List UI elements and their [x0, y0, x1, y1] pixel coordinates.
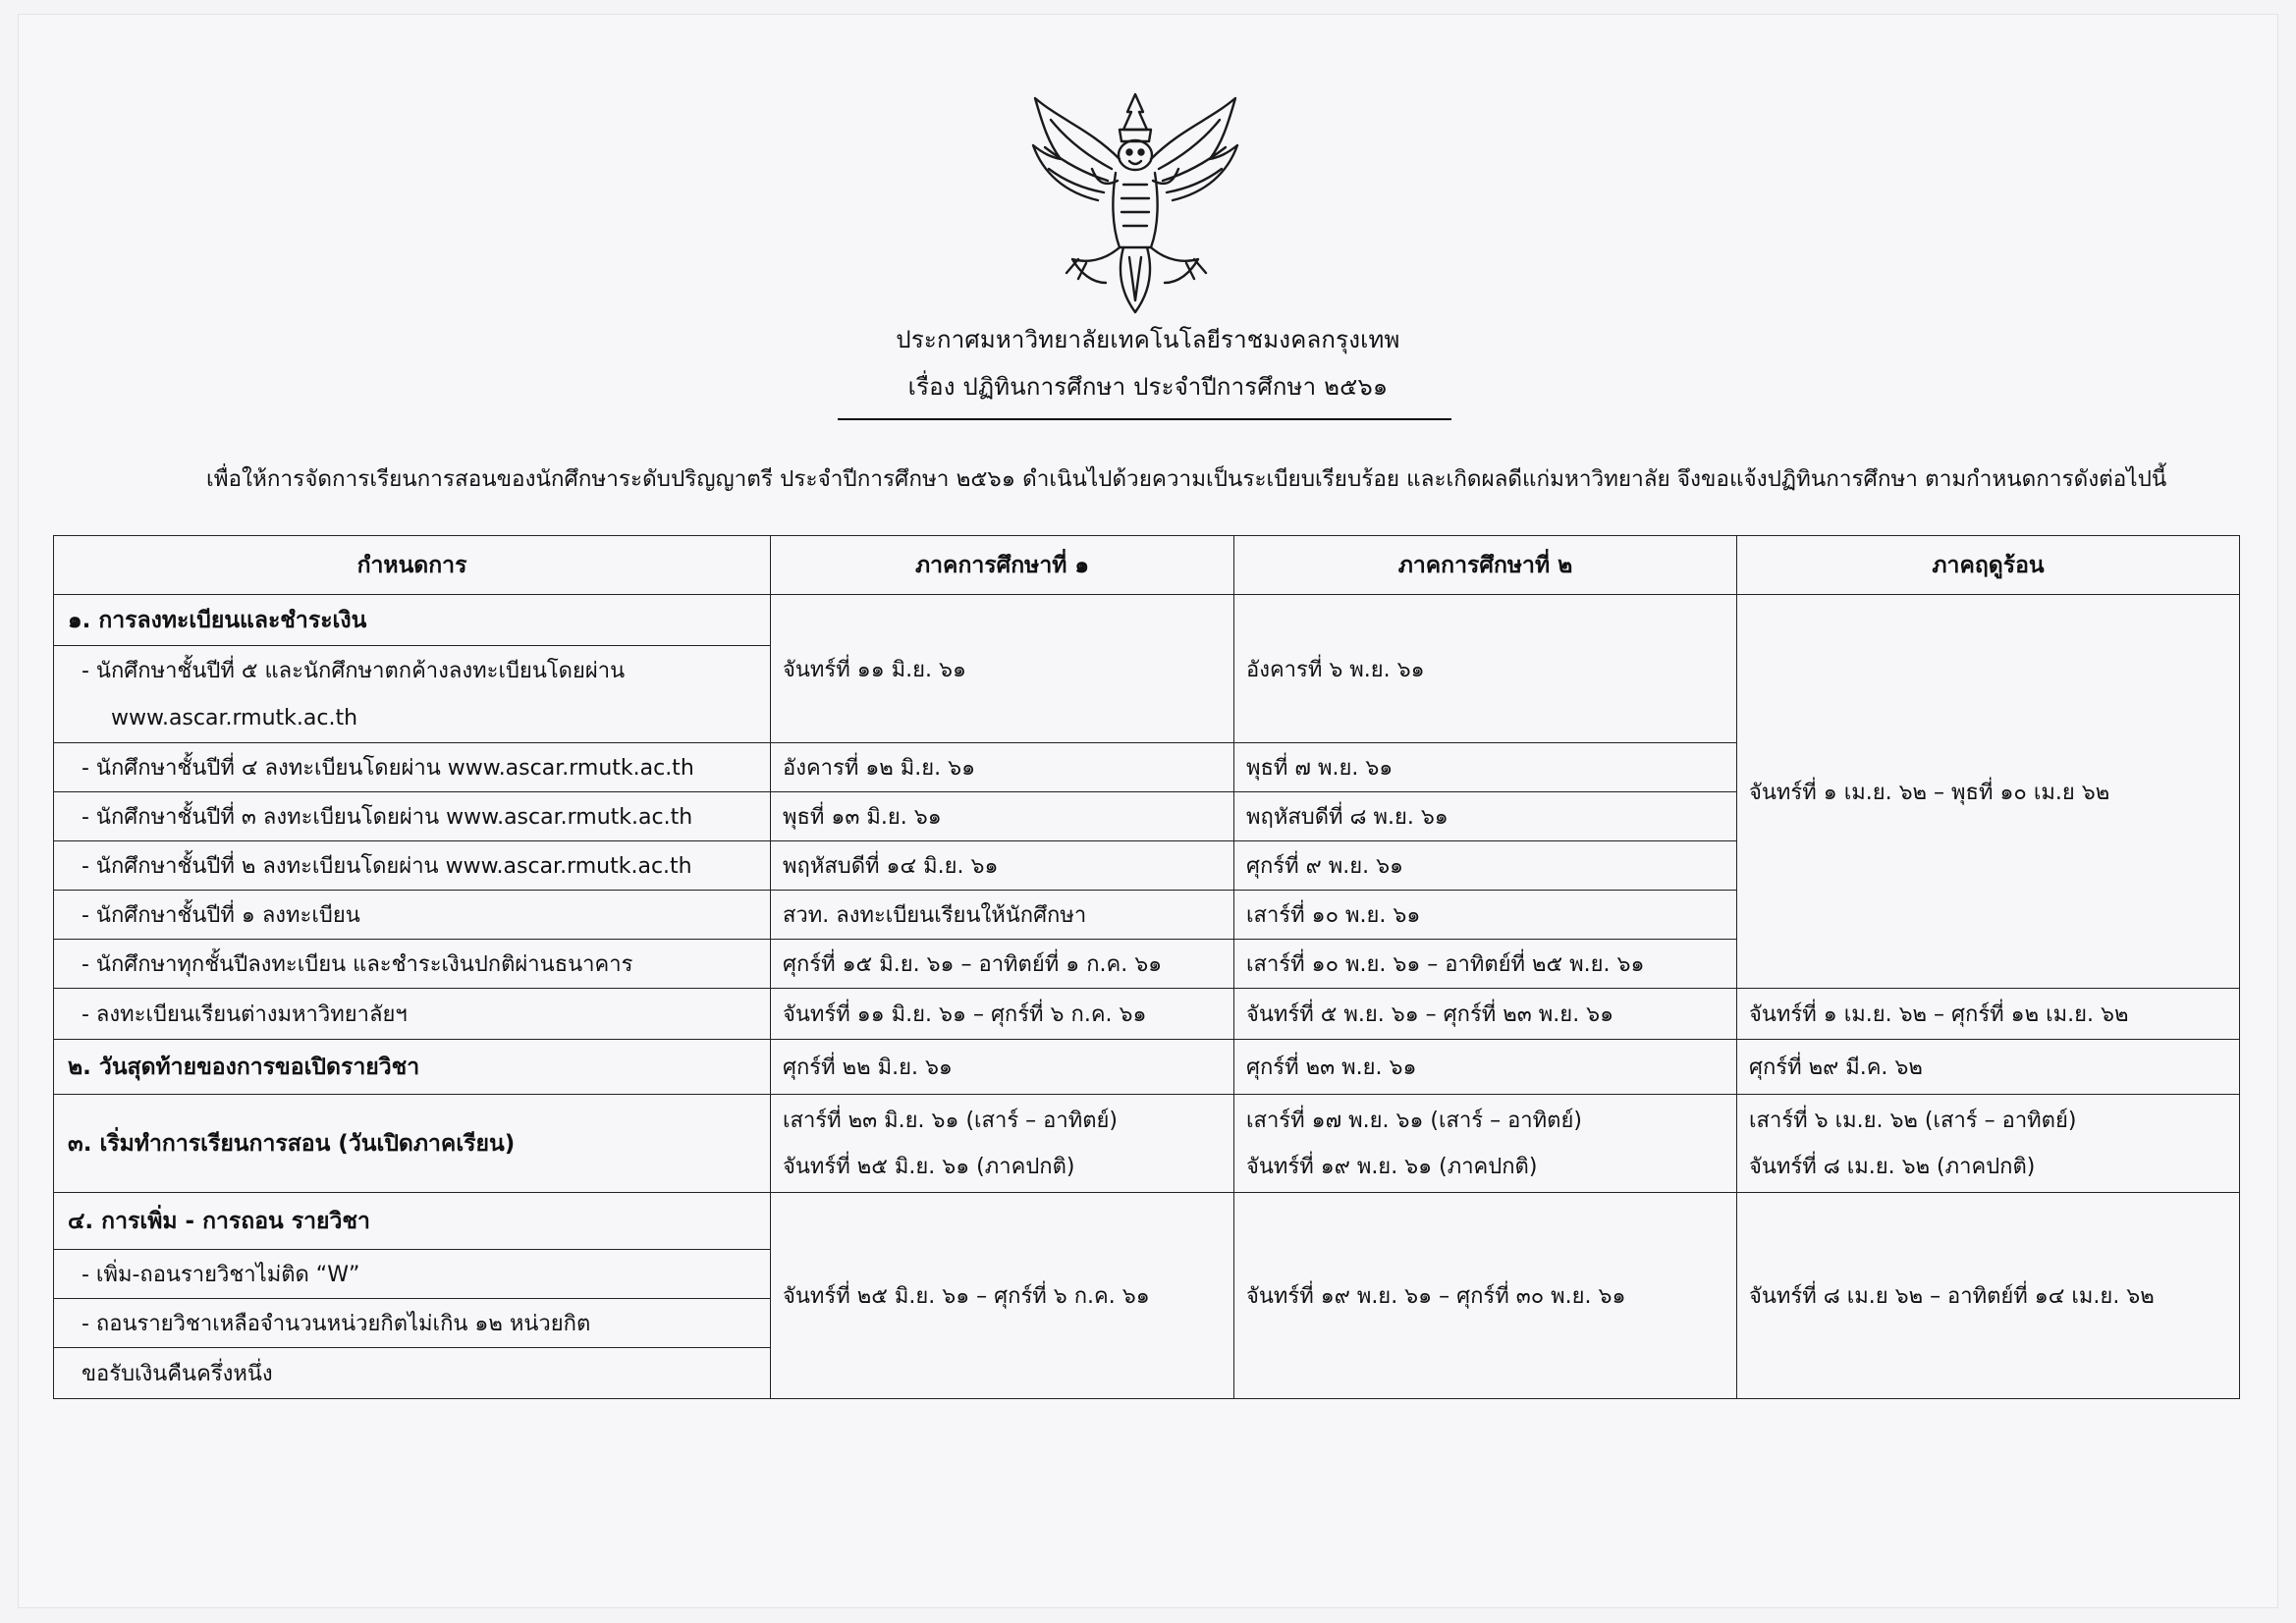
s1-r6-label: - นักศึกษาทุกชั้นปีลงทะเบียน และชำระเงินปกติผ่านธนาคาร [54, 940, 771, 989]
s1-r7-label: - ลงทะเบียนเรียนต่างมหาวิทยาลัยฯ [54, 989, 771, 1040]
s1-summer-registration: จันทร์ที่ ๑ เม.ย. ๖๒ – พุธที่ ๑๐ เม.ย ๖๒ [1737, 595, 2240, 989]
academic-calendar-table [53, 535, 2240, 1399]
header-schedule: กำหนดการ [54, 536, 771, 595]
s1-r6-sem2: เสาร์ที่ ๑๐ พ.ย. ๖๑ – อาทิตย์ที่ ๒๕ พ.ย. ๖๑ [1234, 940, 1737, 989]
header-semester-1: ภาคการศึกษาที่ ๑ [771, 536, 1234, 595]
table-header-row [54, 536, 2240, 595]
s1-r2-sem1: อังคารที่ ๑๒ มิ.ย. ๖๑ [771, 743, 1234, 792]
s4-r1-label: - เพิ่ม-ถอนรายวิชาไม่ติด “W” [54, 1250, 771, 1299]
s3-sem2 [1234, 1095, 1737, 1193]
announcement-subject: เรื่อง ปฏิทินการศึกษา ประจำปีการศึกษา ๒๕๖๑ [907, 373, 1389, 401]
intro-paragraph: เพื่อให้การจัดการเรียนการสอนของนักศึกษาระดับปริญญาตรี ประจำปีการศึกษา ๒๕๖๑ ดำเนินไปด้วยความเป็นระเบียบเรียบร้อย และเกิดผลดีแก่มหาวิทยาลัย จึงขอแจ้งปฏิทินการศึกษา ตามกำหนดการดังต่อไปนี้ [206, 466, 2167, 492]
s3-summer-weekend: เสาร์ที่ ๖ เม.ย. ๖๒ (เสาร์ – อาทิตย์) [1749, 1108, 2077, 1133]
s3-summer-regular: จันทร์ที่ ๘ เม.ย. ๖๒ (ภาคปกติ) [1749, 1154, 2036, 1179]
table-row [54, 989, 2240, 1040]
table-row [54, 1040, 2240, 1095]
s1-r7-sem2: จันทร์ที่ ๕ พ.ย. ๖๑ – ศุกร์ที่ ๒๓ พ.ย. ๖๑ [1234, 989, 1737, 1040]
s1-r4-label: - นักศึกษาชั้นปีที่ ๒ ลงทะเบียนโดยผ่าน www.ascar.rmutk.ac.th [54, 841, 771, 891]
s2-summer: ศุกร์ที่ ๒๙ มี.ค. ๖๒ [1737, 1040, 2240, 1095]
s1-r1-label: - นักศึกษาชั้นปีที่ ๕ และนักศึกษาตกค้างลงทะเบียนโดยผ่าน [54, 646, 771, 694]
header-summer: ภาคฤดูร้อน [1737, 536, 2240, 595]
s2-sem2: ศุกร์ที่ ๒๓ พ.ย. ๖๑ [1234, 1040, 1737, 1095]
s1-r4-sem2: ศุกร์ที่ ๙ พ.ย. ๖๑ [1234, 841, 1737, 891]
header-semester-2: ภาคการศึกษาที่ ๒ [1234, 536, 1737, 595]
s1-r5-sem2: เสาร์ที่ ๑๐ พ.ย. ๖๑ [1234, 891, 1737, 940]
s1-r7-sem1: จันทร์ที่ ๑๑ มิ.ย. ๖๑ – ศุกร์ที่ ๖ ก.ค. ๖๑ [771, 989, 1234, 1040]
table-row [54, 1095, 2240, 1193]
s1-r2-sem2: พุธที่ ๗ พ.ย. ๖๑ [1234, 743, 1737, 792]
s1-r3-sem2: พฤหัสบดีที่ ๘ พ.ย. ๖๑ [1234, 792, 1737, 841]
s4-r2-label: - ถอนรายวิชาเหลือจำนวนหน่วยกิตไม่เกิน ๑๒ หน่วยกิต [54, 1299, 771, 1348]
s1-r6-sem1: ศุกร์ที่ ๑๕ มิ.ย. ๖๑ – อาทิตย์ที่ ๑ ก.ค. ๖๑ [771, 940, 1234, 989]
s4-sem1: จันทร์ที่ ๒๕ มิ.ย. ๖๑ – ศุกร์ที่ ๖ ก.ค. ๖๑ [771, 1193, 1234, 1399]
s3-sem1-regular: จันทร์ที่ ๒๕ มิ.ย. ๖๑ (ภาคปกติ) [783, 1154, 1075, 1179]
s4-sem2: จันทร์ที่ ๑๙ พ.ย. ๖๑ – ศุกร์ที่ ๓๐ พ.ย. ๖๑ [1234, 1193, 1737, 1399]
section-3-title: ๓. เริ่มทำการเรียนการสอน (วันเปิดภาคเรียน) [54, 1095, 771, 1193]
title-divider [838, 418, 1451, 420]
s1-r5-sem1: สวท. ลงทะเบียนเรียนให้นักศึกษา [771, 891, 1234, 940]
section-2-title: ๒. วันสุดท้ายของการขอเปิดรายวิชา [54, 1040, 771, 1095]
s1-r2-label: - นักศึกษาชั้นปีที่ ๔ ลงทะเบียนโดยผ่าน www.ascar.rmutk.ac.th [54, 743, 771, 792]
s1-r7-summer: จันทร์ที่ ๑ เม.ย. ๖๒ – ศุกร์ที่ ๑๒ เม.ย. ๖๒ [1737, 989, 2240, 1040]
s1-r4-sem1: พฤหัสบดีที่ ๑๔ มิ.ย. ๖๑ [771, 841, 1234, 891]
s3-sem1 [771, 1095, 1234, 1193]
s1-r3-label: - นักศึกษาชั้นปีที่ ๓ ลงทะเบียนโดยผ่าน www.ascar.rmutk.ac.th [54, 792, 771, 841]
announcement-title: ประกาศมหาวิทยาลัยเทคโนโลยีราชมงคลกรุงเทพ [896, 326, 1400, 353]
table-row [54, 595, 2240, 646]
s4-summer: จันทร์ที่ ๘ เม.ย ๖๒ – อาทิตย์ที่ ๑๔ เม.ย. ๖๒ [1737, 1193, 2240, 1399]
s1-r1-sem2: อังคารที่ ๖ พ.ย. ๖๑ [1234, 595, 1737, 743]
s1-r1-sem1: จันทร์ที่ ๑๑ มิ.ย. ๖๑ [771, 595, 1234, 743]
s3-sem2-regular: จันทร์ที่ ๑๙ พ.ย. ๖๑ (ภาคปกติ) [1246, 1154, 1538, 1179]
s1-r5-label: - นักศึกษาชั้นปีที่ ๑ ลงทะเบียน [54, 891, 771, 940]
garuda-emblem-icon [1021, 90, 1249, 318]
section-4-title: ๔. การเพิ่ม - การถอน รายวิชา [54, 1193, 771, 1250]
s4-r2-label-cont: ขอรับเงินคืนครึ่งหนึ่ง [54, 1348, 771, 1399]
s1-r3-sem1: พุธที่ ๑๓ มิ.ย. ๖๑ [771, 792, 1234, 841]
section-1-title: ๑. การลงทะเบียนและชำระเงิน [54, 595, 771, 646]
table-row [54, 1193, 2240, 1250]
s1-r1-label-url: www.ascar.rmutk.ac.th [54, 694, 771, 743]
s3-summer [1737, 1095, 2240, 1193]
s3-sem1-weekend: เสาร์ที่ ๒๓ มิ.ย. ๖๑ (เสาร์ – อาทิตย์) [783, 1108, 1118, 1133]
s2-sem1: ศุกร์ที่ ๒๒ มิ.ย. ๖๑ [771, 1040, 1234, 1095]
s3-sem2-weekend: เสาร์ที่ ๑๗ พ.ย. ๖๑ (เสาร์ – อาทิตย์) [1246, 1108, 1582, 1133]
